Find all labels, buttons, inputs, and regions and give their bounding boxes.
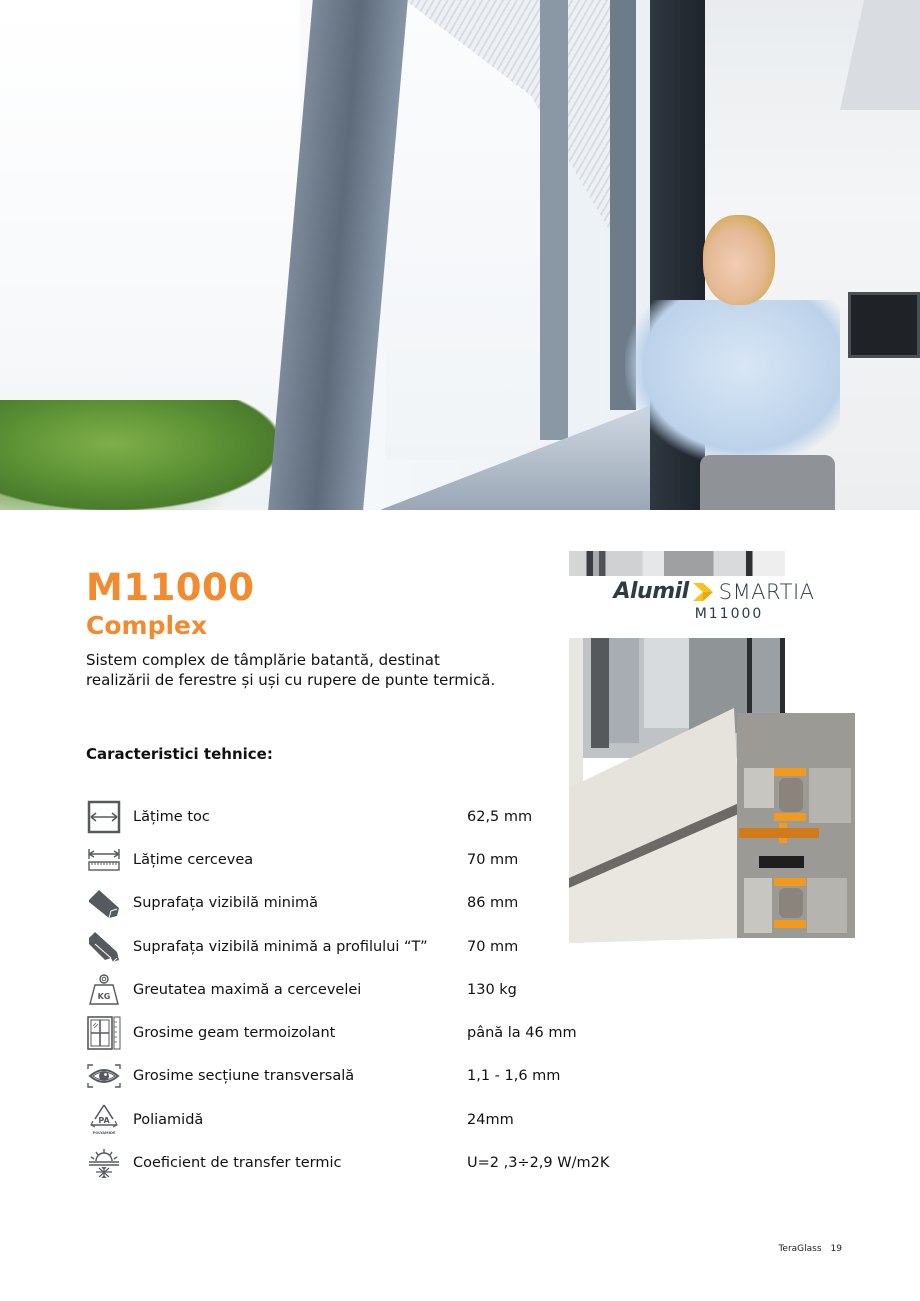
kg-weight-icon [86, 972, 122, 1008]
window-mullion [540, 0, 568, 440]
brand-series: SMARTIA [718, 579, 815, 604]
page-number: 19 [830, 1244, 842, 1254]
eye-section-icon [86, 1058, 122, 1094]
person-skirt [700, 455, 835, 510]
spec-label: Suprafața vizibilă minimă a profilului “T” [133, 938, 428, 955]
frame-width-icon [86, 799, 122, 835]
spec-label: Lățime toc [133, 808, 210, 825]
glazing-window-icon [86, 1015, 122, 1051]
product-subtitle: Complex [86, 611, 208, 640]
svg-text:POLYAMIDE: POLYAMIDE [92, 1130, 116, 1135]
hero-photo [0, 0, 920, 510]
spec-value: 70 mm [467, 938, 519, 955]
sun-snow-thermal-icon [86, 1145, 122, 1181]
specs-heading: Caracteristici tehnice: [86, 745, 273, 763]
spec-row [86, 795, 646, 838]
polyamide-recycle-icon [86, 1102, 122, 1138]
page-footer [778, 1244, 842, 1254]
svg-text:KG: KG [97, 991, 111, 1001]
person-head [703, 215, 775, 305]
product-image [569, 551, 859, 943]
alumil-smartia-logo [569, 579, 859, 637]
spec-row [86, 1098, 646, 1141]
spec-value: U=2 ,3÷2,9 W/m2K [467, 1155, 610, 1172]
spec-value: 86 mm [467, 895, 519, 912]
product-description: Sistem complex de tâmplărie batantă, destinat realizării de ferestre și uși cu rupere de punte termică. [86, 651, 496, 689]
spec-row [86, 838, 646, 881]
spec-row [86, 1011, 646, 1054]
spec-row [86, 925, 646, 968]
person-shirt [625, 300, 840, 465]
window-profile-cross-section [569, 638, 859, 943]
angle-profile-icon [86, 885, 122, 921]
spec-label: Suprafața vizibilă minimă [133, 895, 319, 912]
spec-value: 130 kg [467, 981, 517, 998]
brand-name: Alumil [613, 579, 689, 604]
spec-row [86, 1141, 646, 1184]
product-title: M11000 [86, 566, 255, 609]
spec-value: 70 mm [467, 851, 519, 868]
spec-label: Grosime geam termoizolant [133, 1025, 336, 1042]
spec-row [86, 882, 646, 925]
t-profile-icon [86, 929, 122, 965]
spec-label: Lățime cercevea [133, 851, 254, 868]
spec-value: până la 46 mm [467, 1025, 577, 1042]
spec-value: 62,5 mm [467, 808, 533, 825]
spec-label: Grosime secțiune transversală [133, 1068, 355, 1085]
spec-label: Coeficient de transfer termic [133, 1155, 342, 1172]
trees [0, 400, 280, 510]
spec-label: Poliamidă [133, 1111, 204, 1128]
wall-tv [848, 292, 920, 358]
spec-label: Greutatea maximă a cercevelei [133, 981, 362, 998]
spec-value: 24mm [467, 1111, 514, 1128]
svg-text:PA: PA [98, 1115, 110, 1125]
spec-value: 1,1 - 1,6 mm [467, 1068, 561, 1085]
specs-table [86, 795, 646, 1185]
spec-row [86, 1055, 646, 1098]
window-frame-strip [569, 551, 785, 576]
chevron-logo-icon [693, 583, 715, 601]
publisher-name: TeraGlass [778, 1244, 822, 1254]
spec-row [86, 968, 646, 1011]
brand-model: M11000 [694, 606, 764, 622]
sash-width-ruler-icon [86, 842, 122, 878]
